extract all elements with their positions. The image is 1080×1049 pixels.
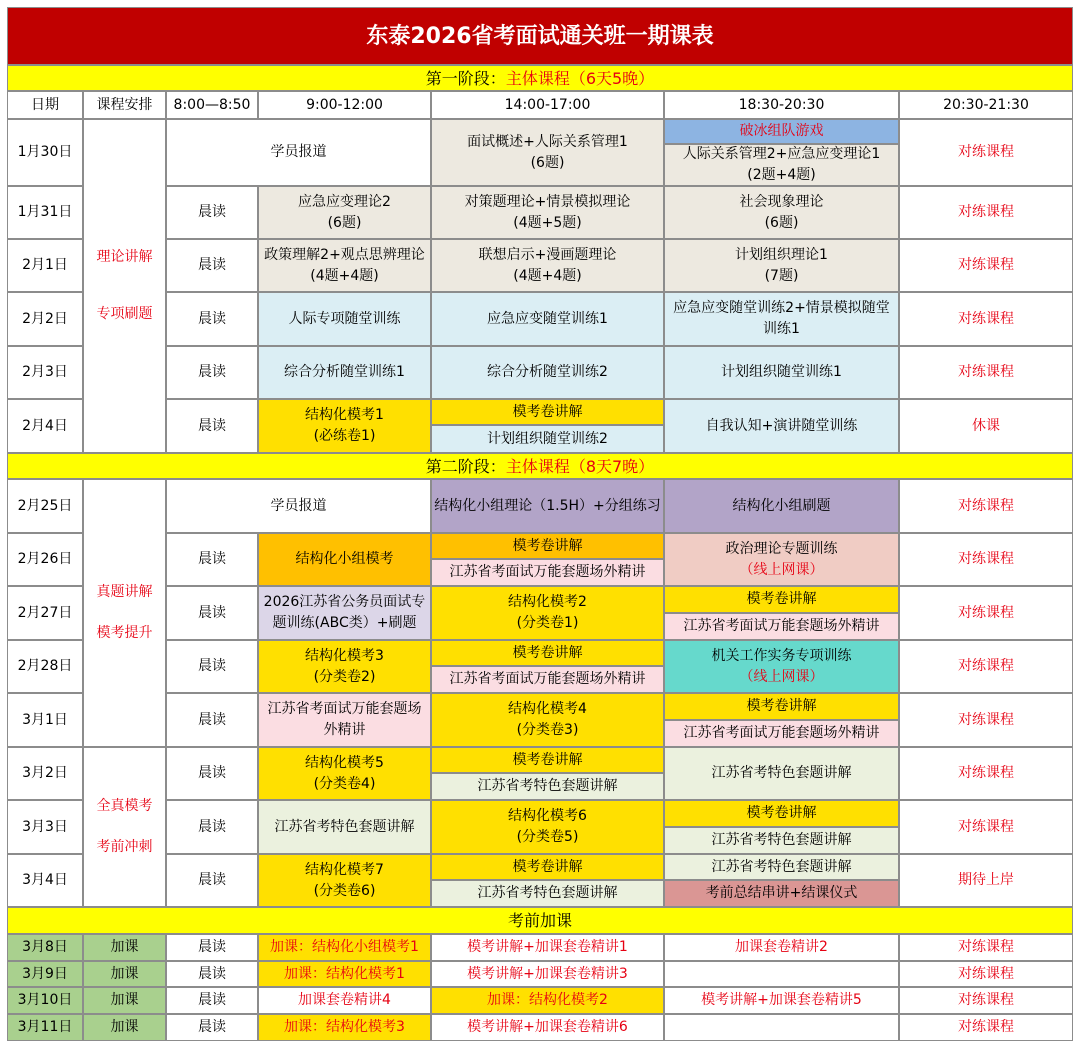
course-cell: 综合分析随堂训练1 (258, 346, 431, 399)
mock-lecture-cell: 模考卷讲解 (431, 747, 664, 773)
morning-cell: 晨读 (166, 693, 258, 747)
morning-cell: 晨读 (166, 239, 258, 292)
course-text: 计划组织理论1 (735, 246, 828, 263)
date-cell: 2月25日 (7, 479, 83, 533)
morning-cell: 晨读 (166, 292, 258, 346)
arrangement-line: 专项刷题 (96, 306, 153, 322)
course-cell (258, 239, 431, 292)
course-cell: 江苏省考面试万能套题场外精讲 (431, 559, 664, 586)
morning-cell: 晨读 (166, 346, 258, 399)
duilian-cell: 对练课程 (899, 1014, 1073, 1041)
morning-cell: 晨读 (166, 1014, 258, 1041)
mock-exam-cell (431, 800, 664, 854)
extra-course-cell: 模考讲解+加课套卷精讲5 (664, 987, 899, 1014)
arrangement-line: 全真模考 (96, 798, 153, 814)
mock-exam-cell (258, 854, 431, 907)
course-text: (6题) (764, 214, 799, 231)
mock-lecture-cell: 模考卷讲解 (431, 854, 664, 880)
schedule-table (7, 7, 1073, 1041)
mock-lecture-cell: 模考卷讲解 (431, 533, 664, 559)
course-cell (431, 186, 664, 239)
phase-3-band: 考前加课 (7, 907, 1073, 934)
course-cell (431, 239, 664, 292)
date-cell: 2月28日 (7, 640, 83, 693)
phase-2-band (7, 453, 1073, 479)
course-cell: 结构化小组模考 (258, 533, 431, 586)
course-text: 政治理论专题训练 (725, 540, 838, 557)
mock-lecture-cell: 模考卷讲解 (664, 693, 899, 720)
duilian-cell: 对练课程 (899, 292, 1073, 346)
course-text: 结构化模考1 (305, 407, 384, 423)
mock-lecture-cell: 模考卷讲解 (431, 640, 664, 666)
report-cell: 学员报道 (166, 479, 431, 533)
extra-course-cell: 模考讲解+加课套卷精讲3 (431, 961, 664, 987)
icebreaker-cell: 破冰组队游戏 (664, 119, 899, 144)
date-cell: 3月1日 (7, 693, 83, 747)
course-cell: 江苏省考特色套题讲解 (664, 747, 899, 800)
date-cell: 1月31日 (7, 186, 83, 239)
course-text: 结构化模考2 (508, 594, 587, 610)
course-cell (664, 533, 899, 586)
header-late: 20:30-21:30 (899, 91, 1073, 119)
date-cell: 3月8日 (7, 934, 83, 961)
course-text: 机关工作实务专项训练 (711, 647, 852, 664)
course-cell: 结构化小组理论（1.5H）+分组练习 (431, 479, 664, 533)
course-text: (分类卷6) (313, 882, 376, 899)
course-text: (6题) (327, 214, 362, 231)
duilian-cell: 对练课程 (899, 800, 1073, 854)
rest-cell: 休课 (899, 399, 1073, 453)
arrangement-extra: 加课 (83, 934, 166, 961)
duilian-cell: 对练课程 (899, 119, 1073, 186)
extra-course-cell: 加课套卷精讲4 (258, 987, 431, 1014)
arrangement-extra: 加课 (83, 987, 166, 1014)
course-cell: 2026江苏省公务员面试专题训练(ABC类）+刷题 (258, 586, 431, 640)
duilian-cell: 对练课程 (899, 533, 1073, 586)
course-cell: 江苏省考特色套题讲解 (431, 773, 664, 800)
arrangement-extra: 加课 (83, 1014, 166, 1041)
morning-cell: 晨读 (166, 800, 258, 854)
empty-cell (664, 961, 899, 987)
course-cell: 江苏省考特色套题讲解 (664, 827, 899, 854)
course-text: 结构化模考7 (305, 861, 384, 878)
duilian-cell: 对练课程 (899, 987, 1073, 1014)
duilian-cell: 对练课程 (899, 693, 1073, 747)
course-text: 社会现象理论 (739, 193, 824, 210)
course-cell: 江苏省考面试万能套题场外精讲 (664, 720, 899, 747)
course-cell: 考前总结串讲+结课仪式 (664, 880, 899, 907)
course-text: (分类卷2) (313, 668, 376, 685)
morning-cell: 晨读 (166, 586, 258, 640)
course-cell: 计划组织随堂训练2 (431, 425, 664, 453)
date-cell: 3月3日 (7, 800, 83, 854)
course-cell: 江苏省考面试万能套题场外精讲 (431, 666, 664, 693)
extra-course-cell: 模考讲解+加课套卷精讲6 (431, 1014, 664, 1041)
duilian-cell: 对练课程 (899, 239, 1073, 292)
date-cell: 3月4日 (7, 854, 83, 907)
duilian-cell: 对练课程 (899, 640, 1073, 693)
course-text: 结构化模考3 (305, 647, 384, 664)
morning-cell: 晨读 (166, 934, 258, 961)
date-cell: 2月2日 (7, 292, 83, 346)
duilian-cell: 对练课程 (899, 747, 1073, 800)
course-cell: 结构化小组刷题 (664, 479, 899, 533)
extra-course-cell: 加课：结构化模考1 (258, 961, 431, 987)
course-text: 人际关系管理2+应急应变理论1 (682, 146, 881, 162)
course-text: (2题+4题) (747, 167, 816, 183)
course-cell: 江苏省考面试万能套题场外精讲 (258, 693, 431, 747)
course-text: (6题) (530, 154, 565, 171)
header-am: 9:00-12:00 (258, 91, 431, 119)
course-text: 结构化模考6 (508, 808, 587, 824)
header-arrangement: 课程安排 (83, 91, 166, 119)
course-cell: 人际专项随堂训练 (258, 292, 431, 346)
phase-1-prefix: 第一阶段： (425, 68, 506, 88)
duilian-cell: 对练课程 (899, 479, 1073, 533)
course-text: 联想启示+漫画题理论 (478, 246, 617, 263)
phase-1-band (7, 65, 1073, 91)
course-cell (664, 144, 899, 186)
course-cell (431, 119, 664, 186)
arrangement-phase-2 (83, 479, 166, 747)
duilian-cell: 对练课程 (899, 586, 1073, 640)
mock-lecture-cell: 模考卷讲解 (664, 586, 899, 613)
online-note: （线上网课） (739, 668, 824, 685)
course-cell (664, 640, 899, 693)
arrangement-phase-1 (83, 119, 166, 453)
extra-course-cell: 加课：结构化模考3 (258, 1014, 431, 1041)
extra-course-cell: 加课：结构化小组模考1 (258, 934, 431, 961)
course-cell: 应急应变随堂训练1 (431, 292, 664, 346)
phase-2-main: 主体课程（8天7晚） (505, 456, 655, 476)
extra-course-cell: 加课套卷精讲2 (664, 934, 899, 961)
course-text: 对策题理论+情景模拟理论 (464, 193, 631, 210)
course-cell: 江苏省考特色套题讲解 (664, 854, 899, 880)
course-cell (664, 186, 899, 239)
course-text: 政策理解2+观点思辨理论 (264, 246, 425, 263)
date-cell: 3月11日 (7, 1014, 83, 1041)
morning-cell: 晨读 (166, 399, 258, 453)
course-cell: 综合分析随堂训练2 (431, 346, 664, 399)
mock-exam-cell (258, 399, 431, 453)
morning-cell: 晨读 (166, 186, 258, 239)
course-cell (258, 186, 431, 239)
date-cell: 2月27日 (7, 586, 83, 640)
phase-2-prefix: 第二阶段： (425, 456, 506, 476)
date-cell: 3月10日 (7, 987, 83, 1014)
morning-cell: 晨读 (166, 640, 258, 693)
page-title: 东泰2026省考面试通关班一期课表 (7, 7, 1073, 65)
date-cell: 2月1日 (7, 239, 83, 292)
mock-exam-cell (431, 693, 664, 747)
header-pm: 14:00-17:00 (431, 91, 664, 119)
course-text: (4题+5题) (513, 214, 582, 231)
course-cell: 江苏省考特色套题讲解 (258, 800, 431, 854)
duilian-cell: 对练课程 (899, 186, 1073, 239)
course-cell: 江苏省考特色套题讲解 (431, 880, 664, 907)
course-text: (4题+4题) (513, 267, 582, 284)
date-cell: 2月4日 (7, 399, 83, 453)
course-text: (分类卷4) (313, 775, 376, 792)
date-cell: 3月9日 (7, 961, 83, 987)
morning-cell: 晨读 (166, 533, 258, 586)
online-note: （线上网课） (739, 561, 824, 578)
course-text: 结构化模考4 (508, 701, 587, 717)
course-cell: 自我认知+演讲随堂训练 (664, 399, 899, 453)
arrangement-phase-2b (83, 747, 166, 907)
date-cell: 2月26日 (7, 533, 83, 586)
morning-cell: 晨读 (166, 961, 258, 987)
course-text: (分类卷3) (516, 722, 579, 738)
course-text: (分类卷5) (516, 829, 579, 845)
course-text: (7题) (764, 267, 799, 284)
arrangement-extra: 加课 (83, 961, 166, 987)
arrangement-line: 模考提升 (96, 625, 153, 641)
duilian-cell: 对练课程 (899, 934, 1073, 961)
course-text: (必练卷1) (313, 428, 376, 444)
mock-exam-cell (258, 747, 431, 800)
duilian-cell: 对练课程 (899, 961, 1073, 987)
course-text: 结构化模考5 (305, 754, 384, 771)
mock-exam-cell (258, 640, 431, 693)
course-text: (分类卷1) (516, 615, 579, 631)
extra-course-cell: 加课：结构化模考2 (431, 987, 664, 1014)
course-cell: 计划组织随堂训练1 (664, 346, 899, 399)
course-cell: 江苏省考面试万能套题场外精讲 (664, 613, 899, 640)
course-cell: 应急应变随堂训练2+情景模拟随堂训练1 (664, 292, 899, 346)
morning-cell: 晨读 (166, 987, 258, 1014)
duilian-cell: 对练课程 (899, 346, 1073, 399)
course-cell (664, 239, 899, 292)
phase-1-main: 主体课程（6天5晚） (505, 68, 655, 88)
date-cell: 3月2日 (7, 747, 83, 800)
morning-cell: 晨读 (166, 747, 258, 800)
header-morning: 8:00—8:50 (166, 91, 258, 119)
goal-cell: 期待上岸 (899, 854, 1073, 907)
arrangement-line: 考前冲刺 (96, 839, 153, 855)
mock-lecture-cell: 模考卷讲解 (664, 800, 899, 827)
mock-lecture-cell: 模考卷讲解 (431, 399, 664, 425)
course-text: (4题+4题) (310, 267, 379, 284)
date-cell: 2月3日 (7, 346, 83, 399)
header-evening: 18:30-20:30 (664, 91, 899, 119)
date-cell: 1月30日 (7, 119, 83, 186)
mock-exam-cell (431, 586, 664, 640)
course-text: 应急应变理论2 (298, 193, 391, 210)
extra-course-cell: 模考讲解+加课套卷精讲1 (431, 934, 664, 961)
arrangement-line: 真题讲解 (96, 584, 153, 600)
empty-cell (664, 1014, 899, 1041)
report-cell: 学员报道 (166, 119, 431, 186)
arrangement-line: 理论讲解 (96, 249, 153, 265)
header-date: 日期 (7, 91, 83, 119)
course-text: 面试概述+人际关系管理1 (467, 133, 628, 150)
morning-cell: 晨读 (166, 854, 258, 907)
